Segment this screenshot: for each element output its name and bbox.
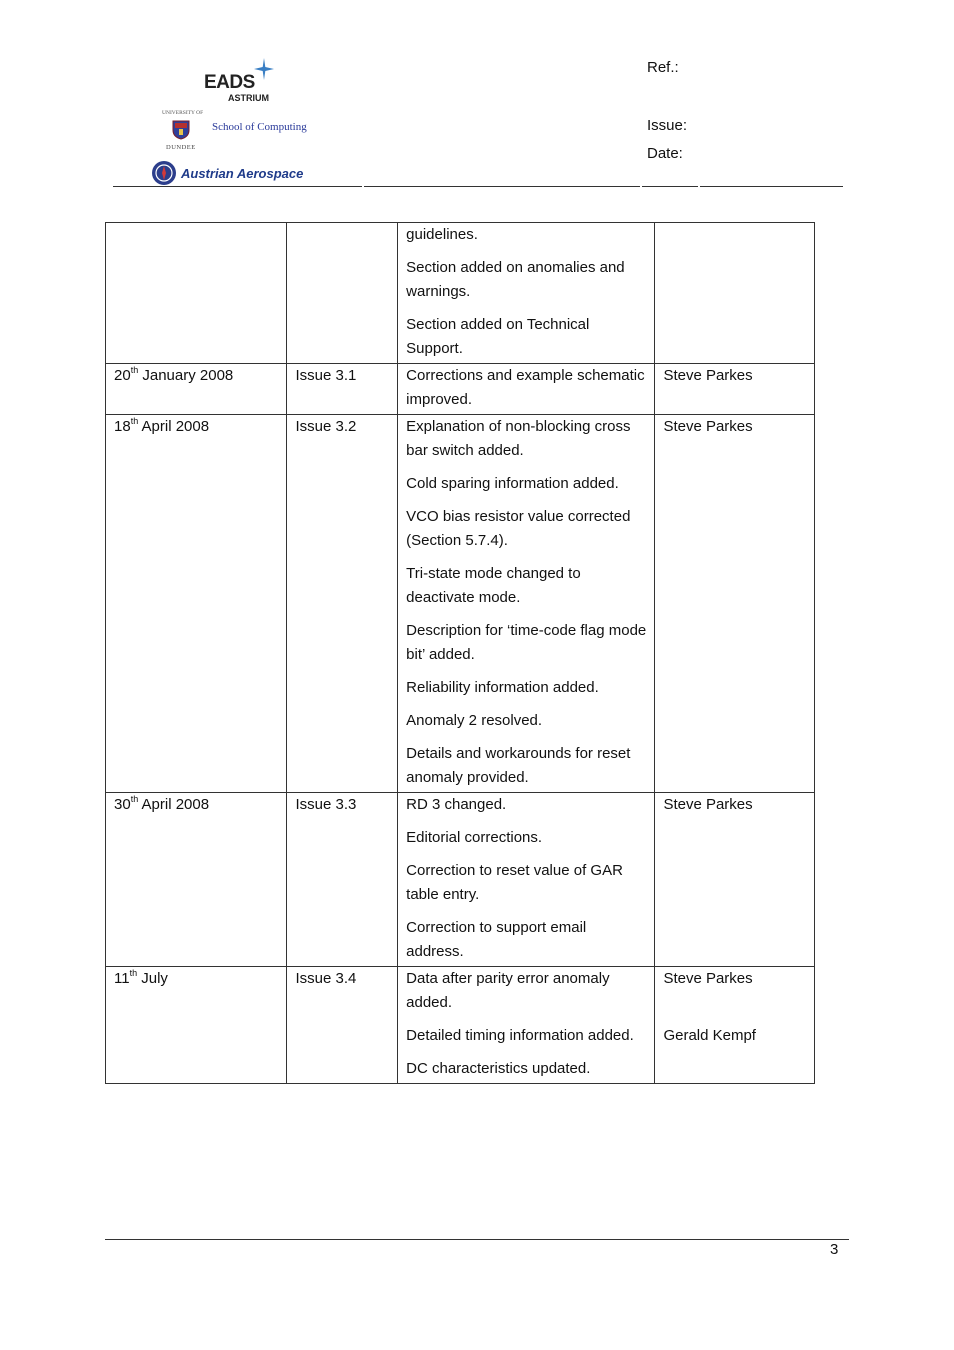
date-label: Date: [647, 145, 683, 162]
change-item: Correction to support email address. [406, 919, 587, 960]
author-name: Gerald Kempf [663, 1027, 756, 1044]
issue-cell [287, 223, 398, 364]
date-rest: July [137, 970, 168, 987]
header-rule-segment [364, 186, 640, 187]
date-cell [106, 223, 287, 364]
change-item: Section added on Technical Support. [406, 316, 590, 357]
change-item: Editorial corrections. [406, 829, 543, 846]
header-rule-segment [642, 186, 698, 187]
change-item: Tri-state mode changed to deactivate mode. [406, 565, 581, 606]
change-item: Reliability information added. [406, 679, 599, 696]
austrian-aerospace-logo [150, 160, 350, 188]
change-item: Anomaly 2 resolved. [406, 712, 543, 729]
change-item: Correction to reset value of GAR table entry. [406, 862, 623, 903]
table-row [106, 223, 815, 364]
change-item: Data after parity error anomaly added. [406, 970, 610, 1011]
table-row [106, 415, 815, 793]
eads-astrium-logo [200, 56, 280, 104]
issue-cell: Issue 3.4 [287, 967, 398, 1084]
change-item: Explanation of non-blocking cross bar switch added. [406, 418, 631, 459]
header-rule-segment [113, 186, 362, 187]
changes-cell [398, 415, 655, 793]
date-suffix: th [130, 794, 139, 804]
date-suffix: th [129, 968, 138, 978]
change-item: Corrections and example schematic improved. [406, 367, 645, 408]
date-cell [106, 967, 287, 1084]
changes-cell [398, 223, 655, 364]
eads-logo-text: EADS [204, 72, 255, 93]
change-item: RD 3 changed. [406, 796, 507, 813]
date-day: 11 [114, 970, 130, 987]
author-cell [655, 967, 815, 1084]
table-row [106, 967, 815, 1084]
change-item: Section added on anomalies and warnings. [406, 259, 625, 300]
author-name: Steve Parkes [663, 418, 753, 435]
austrian-logo-text: Austrian Aerospace [181, 166, 304, 181]
change-item: Cold sparing information added. [406, 475, 619, 492]
author-cell [655, 793, 815, 967]
dundee-logo-arc-text: UNIVERSITY OF [162, 110, 204, 116]
revision-rows [106, 223, 815, 1084]
changes-cell [398, 793, 655, 967]
issue-cell: Issue 3.1 [287, 364, 398, 415]
date-suffix: th [130, 416, 139, 426]
date-cell [106, 364, 287, 415]
author-cell [655, 364, 815, 415]
author-cell [655, 223, 815, 364]
header-rule-segment [700, 186, 843, 187]
date-day: 30 [114, 796, 131, 813]
ref-label: Ref.: [647, 59, 679, 76]
date-day: 20 [114, 367, 131, 384]
page-number: 3 [830, 1241, 839, 1258]
date-day: 18 [114, 418, 131, 435]
crest-icon [172, 120, 190, 140]
change-item: Details and workarounds for reset anomaly provided. [406, 745, 631, 786]
astrium-logo-text: ASTRIUM [228, 93, 269, 103]
author-cell [655, 415, 815, 793]
revision-history-table [105, 222, 815, 1084]
dundee-logo-subtext: DUNDEE [166, 144, 196, 151]
table-row [106, 793, 815, 967]
date-rest: April 2008 [138, 418, 210, 435]
author-name: Steve Parkes [663, 970, 753, 987]
author-name: Steve Parkes [663, 796, 753, 813]
date-rest: April 2008 [138, 796, 210, 813]
issue-cell: Issue 3.3 [287, 793, 398, 967]
change-item: VCO bias resistor value corrected (Section 5.7.4). [406, 508, 631, 549]
change-item: Detailed timing information added. [406, 1027, 634, 1044]
dundee-logo-text: School of Computing [212, 121, 307, 133]
change-item: Description for ‘time-code flag mode bit’ added. [406, 622, 647, 663]
issue-label: Issue: [647, 117, 688, 134]
date-suffix: th [130, 365, 139, 375]
changes-cell [398, 364, 655, 415]
emblem-icon [152, 161, 176, 185]
issue-cell: Issue 3.2 [287, 415, 398, 793]
date-cell [106, 415, 287, 793]
date-rest: January 2008 [138, 367, 234, 384]
change-item: guidelines. [406, 226, 478, 243]
table-row [106, 364, 815, 415]
author-name: Steve Parkes [663, 367, 753, 384]
footer-rule [105, 1239, 849, 1240]
change-item: DC characteristics updated. [406, 1060, 591, 1077]
date-cell [106, 793, 287, 967]
changes-cell [398, 967, 655, 1084]
dundee-logo [150, 110, 340, 156]
page-header [0, 0, 954, 190]
